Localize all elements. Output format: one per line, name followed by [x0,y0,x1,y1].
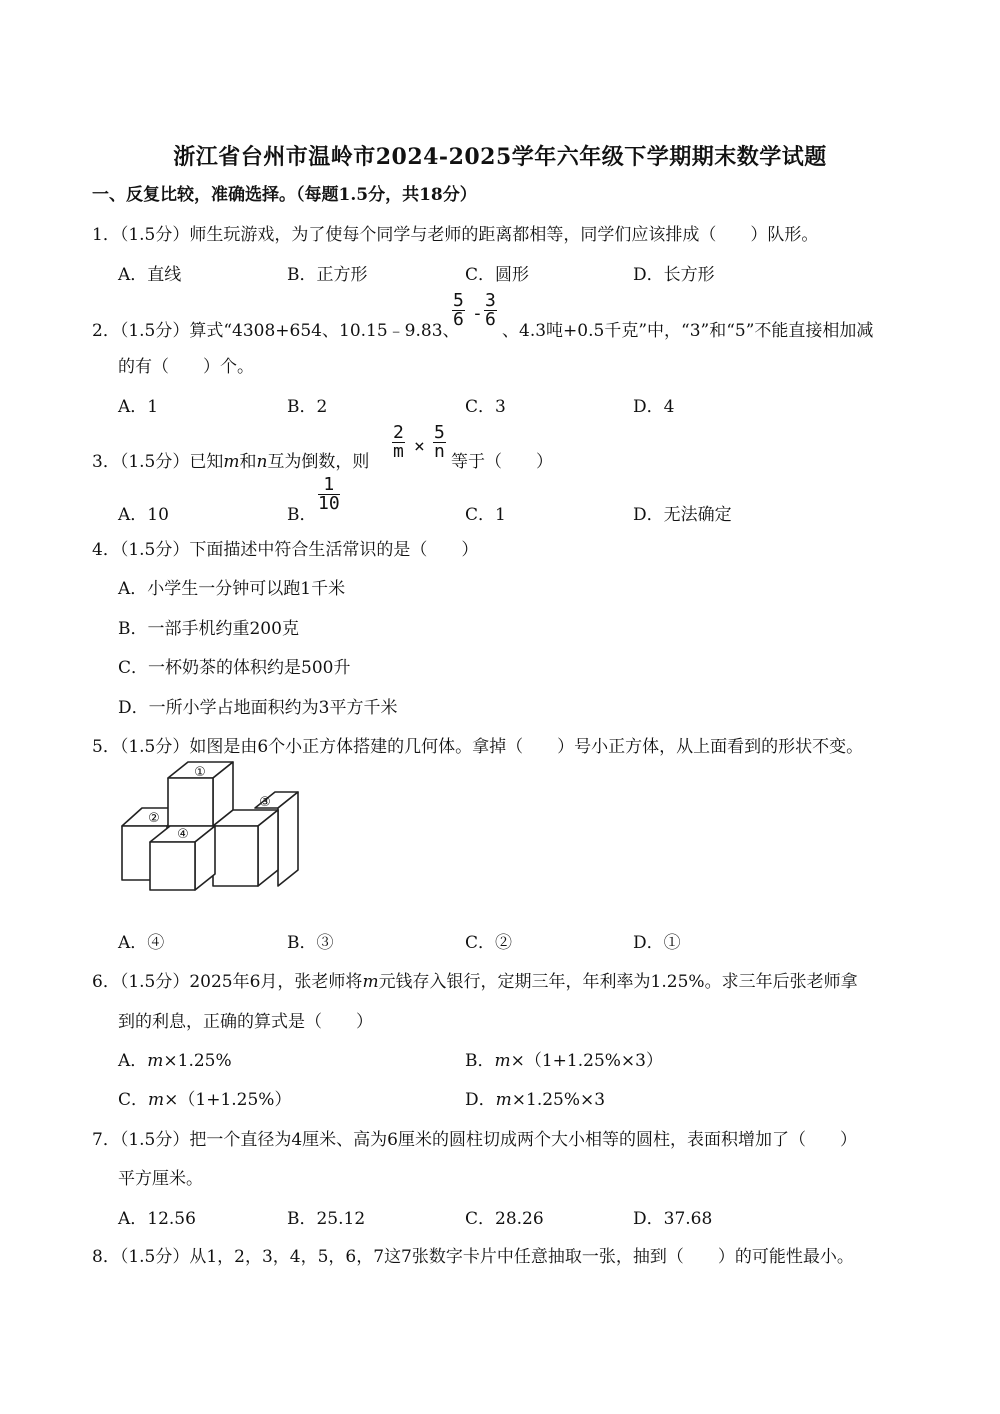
section-heading: 一、反复比较，准确选择。（每题1.5分，共18分） [92,185,477,205]
q2-option-a: A．1 [118,397,159,417]
q4-option-b: B．一部手机约重200克 [118,619,299,639]
q3-option-b-label: B． [287,505,317,525]
q6-var-m: m [362,972,379,992]
question-6-line2: 到的利息，正确的算式是（ ） [118,1012,373,1032]
q5-option-c: C．② [465,933,513,953]
q2-fraction-2-numerator: 3 [485,290,496,311]
cube-label-4: ④ [177,827,189,842]
q3-fraction-1-numerator: 2 [393,422,404,443]
q6-option-b [465,1046,663,1071]
q4-option-c: C．一杯奶茶的体积约是500升 [118,658,351,678]
q7-option-a: A．12.56 [118,1209,196,1229]
q1-option-b: B．正方形 [287,265,368,285]
q2-fraction-1-denominator: 6 [453,309,464,330]
q4-option-a: A．小学生一分钟可以跑1千米 [118,579,346,599]
q5-option-a: A．④ [118,933,165,953]
question-4: 4．（1.5分）下面描述中符合生活常识的是（ ） [92,540,479,560]
cube-label-1: ① [194,765,206,780]
question-7-line2: 平方厘米。 [118,1169,203,1189]
q3-and: 和 [239,452,257,472]
q6-option-c-expr: ×（1+1.25%） [164,1090,292,1110]
q1-option-c: C．圆形 [465,265,530,285]
q2-option-b: B．2 [287,397,328,417]
q6-option-c-var: m [148,1090,165,1110]
question-1: 1．（1.5分）师生玩游戏，为了使每个同学与老师的距离都相等，同学们应该排成（ ）队形。 [92,225,819,245]
q3-mid: 互为倒数，则 [267,452,370,472]
q1-option-d: D．长方形 [633,265,715,285]
q3-option-d: D．无法确定 [633,505,732,525]
q6-option-c-label: C． [118,1090,149,1110]
q6-option-d-label: D． [465,1090,496,1110]
q6-option-d-var: m [495,1090,512,1110]
q3-var-n: n [256,452,268,472]
q3-option-b-numerator: 1 [318,476,340,495]
q6-lead: 6．（1.5分）2025年6月，张老师将 [92,972,363,992]
question-6 [92,967,858,992]
cube-label-3: ③ [259,795,271,810]
cube-figure [110,758,310,898]
question-7: 7．（1.5分）把一个直径为4厘米、高为6厘米的圆柱切成两个大小相等的圆柱，表面积增加了（ ） [92,1130,857,1150]
q2-fraction-2-denominator: 6 [485,309,496,330]
q6-option-d-expr: ×1.25%×3 [511,1090,606,1110]
q3-option-b-fraction [318,476,340,513]
q2-fraction-1 [452,292,465,329]
q3-fraction-1-denominator: m [393,441,404,462]
question-2-suffix: 、4.3吨+0.5千克”中，“3”和“5”不能直接相加减 [502,321,874,341]
q5-option-d: D．① [633,933,681,953]
question-8: 8．（1.5分）从1，2，3，4，5，6，7这7张数字卡片中任意抽取一张，抽到（ ）的可能性最小。 [92,1247,854,1267]
q2-fraction-1-numerator: 5 [453,290,464,311]
page-title: 浙江省台州市温岭市2024-2025学年六年级下学期期末数学试题 [173,144,827,170]
question-2-prefix: 2．（1.5分）算式“4308+654、10.15﹣9.83、 [92,321,460,341]
question-3-prefix [92,447,369,472]
q3-times: × [414,436,425,457]
q3-lead: 3．（1.5分）已知 [92,452,224,472]
q6-option-b-var: m [494,1051,511,1071]
q6-option-b-label: B． [465,1051,495,1071]
q2-option-c: C．3 [465,397,506,417]
q4-option-d: D．一所小学占地面积约为3平方千米 [118,698,398,718]
q1-option-a: A．直线 [118,265,182,285]
q3-fraction-2 [433,424,446,461]
q6-option-b-expr: ×（1+1.25%×3） [510,1051,663,1071]
q6-option-a [118,1046,232,1071]
q6-option-a-var: m [147,1051,164,1071]
q6-option-c [118,1085,291,1110]
q6-rest: 元钱存入银行，定期三年，年利率为1.25%。求三年后张老师拿 [378,972,858,992]
question-5: 5．（1.5分）如图是由6个小正方体搭建的几何体。拿掉（ ）号小正方体，从上面看到的形状不变。 [92,737,864,757]
q6-option-a-label: A． [118,1051,148,1071]
q3-fraction-1 [392,424,405,461]
q2-option-d: D．4 [633,397,675,417]
cube-label-2: ② [148,811,160,826]
q3-option-b-denominator: 10 [318,493,340,514]
q6-option-d [465,1085,605,1110]
q3-fraction-2-numerator: 5 [434,422,445,443]
q7-option-d: D．37.68 [633,1209,713,1229]
q6-option-a-expr: ×1.25% [163,1051,232,1071]
q3-fraction-2-denominator: n [434,441,445,462]
question-2-line2: 的有（ ）个。 [118,357,254,377]
cube-5 [213,810,278,886]
q3-var-m: m [223,452,240,472]
q3-option-c: C．1 [465,505,506,525]
question-3-suffix: 等于（ ） [451,452,553,472]
q7-option-b: B．25.12 [287,1209,366,1229]
q3-option-a: A．10 [118,505,169,525]
q2-minus: - [472,303,483,324]
q2-fraction-2 [484,292,497,329]
q7-option-c: C．28.26 [465,1209,544,1229]
q5-option-b: B．③ [287,933,334,953]
